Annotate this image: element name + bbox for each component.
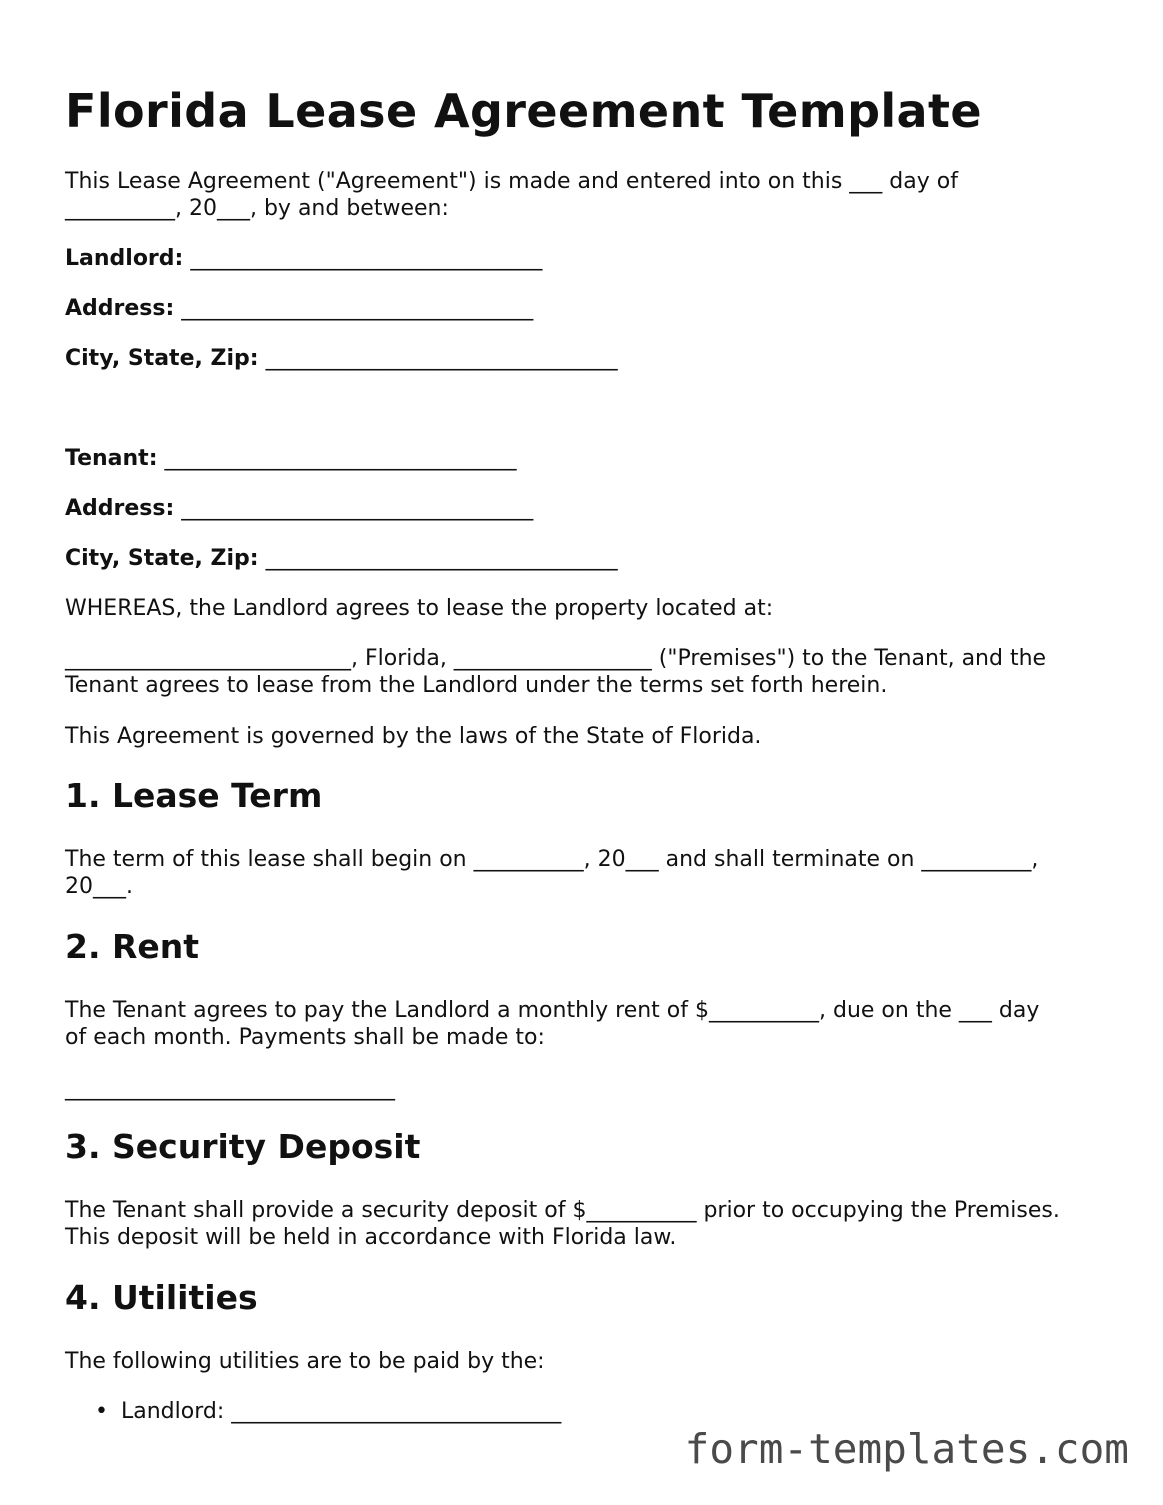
landlord-address-blank[interactable]: ________________________________ — [181, 296, 534, 321]
landlord-city-blank[interactable]: ________________________________ — [265, 346, 618, 371]
tenant-name-field — [65, 445, 517, 472]
security-deposit-line-2: This deposit will be held in accordance with Florida law. — [65, 1225, 677, 1250]
tenant-name-blank[interactable]: ________________________________ — [164, 446, 517, 471]
landlord-name-field — [65, 245, 542, 272]
section-heading-lease-term: 1. Lease Term — [65, 776, 323, 815]
premises-line-2: Tenant agrees to lease from the Landlord under the terms set forth herein. — [65, 673, 888, 698]
rent-line-2: of each month. Payments shall be made to: — [65, 1025, 545, 1050]
utilities-landlord-text[interactable]: Landlord: ______________________________ — [121, 1399, 562, 1424]
landlord-address-field — [65, 295, 533, 322]
section-heading-utilities: 4. Utilities — [65, 1278, 258, 1317]
landlord-address-label: Address: — [65, 296, 175, 321]
tenant-address-blank[interactable]: ________________________________ — [181, 496, 534, 521]
landlord-city-field — [65, 345, 618, 372]
lease-term-line-2: 20___. — [65, 874, 133, 899]
intro-paragraph — [65, 168, 1105, 222]
governed-paragraph: This Agreement is governed by the laws of the State of Florida. — [65, 724, 762, 749]
page-title: Florida Lease Agreement Template — [65, 84, 982, 138]
tenant-address-label: Address: — [65, 496, 175, 521]
tenant-address-field — [65, 495, 533, 522]
premises-paragraph — [65, 645, 1105, 699]
lease-term-paragraph — [65, 846, 1105, 900]
security-deposit-line-1: The Tenant shall provide a security deposit of $__________ prior to occupying the Premises. — [65, 1198, 1060, 1223]
landlord-city-label: City, State, Zip: — [65, 346, 259, 371]
bullet-icon: • — [95, 1399, 108, 1424]
tenant-city-field — [65, 545, 618, 572]
watermark-text: form-templates.com — [684, 1425, 1129, 1473]
intro-line-2: __________, 20___, by and between: — [65, 196, 449, 221]
landlord-name-blank[interactable]: ________________________________ — [190, 246, 543, 271]
tenant-city-blank[interactable]: ________________________________ — [265, 546, 618, 571]
utilities-intro: The following utilities are to be paid by the: — [65, 1349, 545, 1374]
tenant-city-label: City, State, Zip: — [65, 546, 259, 571]
rent-line-1: The Tenant agrees to pay the Landlord a monthly rent of $__________, due on the ___ day — [65, 998, 1040, 1023]
rent-payee-blank[interactable]: ______________________________ — [65, 1076, 395, 1101]
section-heading-rent: 2. Rent — [65, 927, 200, 966]
lease-term-line-1: The term of this lease shall begin on __________, 20___ and shall terminate on __________, — [65, 847, 1039, 872]
utilities-list-item-landlord — [95, 1398, 561, 1425]
section-heading-security-deposit: 3. Security Deposit — [65, 1127, 421, 1166]
premises-line-1: __________________________, Florida, __________________ ("Premises") to the Tenant, and the — [65, 646, 1047, 671]
intro-line-1: This Lease Agreement ("Agreement") is made and entered into on this ___ day of — [65, 169, 958, 194]
rent-paragraph — [65, 997, 1105, 1051]
landlord-name-label: Landlord: — [65, 246, 184, 271]
whereas-paragraph: WHEREAS, the Landlord agrees to lease the property located at: — [65, 596, 774, 621]
security-deposit-paragraph — [65, 1197, 1105, 1251]
tenant-name-label: Tenant: — [65, 446, 158, 471]
